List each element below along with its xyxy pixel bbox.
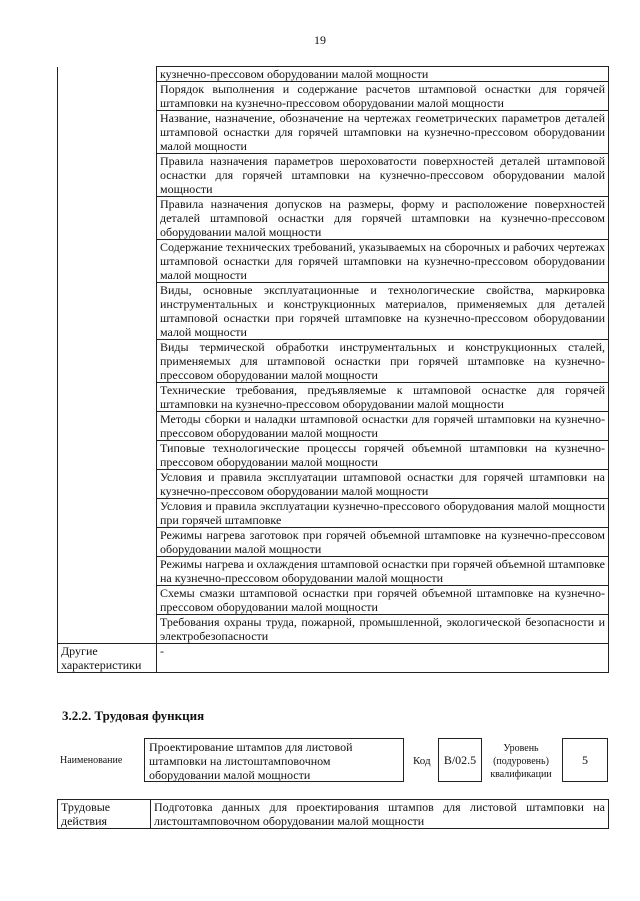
row-label-cell bbox=[58, 111, 157, 154]
knowledge-item: Режимы нагрева и охлаждения штамповой оснастки при горячей объемной штамповке на кузнечно-прессовом оборудовании малой мощности bbox=[157, 557, 609, 586]
knowledge-item: Условия и правила эксплуатации штамповой оснастки для горячей штамповки на кузнечно-прессовом оборудовании малой мощности bbox=[157, 470, 609, 499]
labor-actions-table bbox=[57, 799, 609, 829]
knowledge-item: Виды термической обработки инструментальных и конструкционных сталей, применяемых для штамповой оснастки при горячей штамповке на кузнечно-прессовом оборудовании малой мощности bbox=[157, 340, 609, 383]
knowledge-row bbox=[58, 111, 609, 154]
knowledge-row bbox=[58, 499, 609, 528]
row-label-cell bbox=[58, 154, 157, 197]
knowledge-item: Типовые технологические процессы горячей объемной штамповки на кузнечно-прессовом оборудовании малой мощности bbox=[157, 441, 609, 470]
knowledge-item: Название, назначение, обозначение на чертежах геометрических параметров деталей штамповой оснастки для горячей штамповки на кузнечно-прессовом оборудовании малой мощности bbox=[157, 111, 609, 154]
knowledge-item: Режимы нагрева заготовок при горячей объемной штамповке на кузнечно-прессовом оборудовании малой мощности bbox=[157, 528, 609, 557]
other-characteristics-value: - bbox=[157, 644, 609, 673]
section-heading: 3.2.2. Трудовая функция bbox=[62, 708, 205, 723]
knowledge-row bbox=[58, 340, 609, 383]
knowledge-row bbox=[58, 615, 609, 644]
row-label-cell bbox=[58, 528, 157, 557]
row-label-cell bbox=[58, 499, 157, 528]
row-label-cell bbox=[58, 470, 157, 499]
knowledge-row bbox=[58, 586, 609, 615]
knowledge-item: Правила назначения параметров шероховатости поверхностей деталей штамповой оснастки для горячей штамповки на кузнечно-прессовом оборудовании малой мощности bbox=[157, 154, 609, 197]
knowledge-item: Методы сборки и наладки штамповой оснастки для горячей штамповки на кузнечно-прессовом оборудовании малой мощности bbox=[157, 412, 609, 441]
other-characteristics-row bbox=[58, 644, 609, 673]
row-label-cell bbox=[58, 615, 157, 644]
labor-actions-value: Подготовка данных для проектирования штампов для листовой штамповки на листоштамповочном оборудовании малой мощности bbox=[151, 800, 609, 829]
knowledge-row bbox=[58, 82, 609, 111]
knowledge-row bbox=[58, 383, 609, 412]
knowledge-row bbox=[58, 240, 609, 283]
knowledge-row bbox=[58, 441, 609, 470]
knowledge-item: Содержание технических требований, указываемых на сборочных и рабочих чертежах штамповой оснастки для горячей штамповки на кузнечно-прессовом оборудовании малой мощности bbox=[157, 240, 609, 283]
knowledge-row bbox=[58, 528, 609, 557]
row-label-cell bbox=[58, 197, 157, 240]
row-label-cell bbox=[58, 586, 157, 615]
level-label: Уровень (подуровень) квалификации bbox=[490, 743, 552, 780]
knowledge-row bbox=[58, 557, 609, 586]
knowledge-row bbox=[58, 470, 609, 499]
name-label: Наименование bbox=[60, 755, 123, 766]
row-label-cell bbox=[58, 412, 157, 441]
page-number: 19 bbox=[314, 33, 326, 47]
row-label-cell bbox=[58, 283, 157, 340]
knowledge-item: Виды, основные эксплуатационные и технологические свойства, маркировка инструментальных и конструкционных материалов, применяемых для деталей штамповой оснастки при горячей штамповке на кузнечно-прессовом оборудовании малой мощности bbox=[157, 283, 609, 340]
knowledge-row bbox=[58, 412, 609, 441]
knowledge-row bbox=[58, 283, 609, 340]
knowledge-item: Условия и правила эксплуатации кузнечно-прессового оборудования малой мощности при горячей штамповке bbox=[157, 499, 609, 528]
knowledge-item: Требования охраны труда, пожарной, промышленной, экологической безопасности и электробезопасности bbox=[157, 615, 609, 644]
function-code: B/02.5 bbox=[438, 738, 482, 782]
row-label-cell bbox=[58, 441, 157, 470]
knowledge-item: Схемы смазки штамповой оснастки при горячей объемной штамповке на кузнечно-прессовом оборудовании малой мощности bbox=[157, 586, 609, 615]
knowledge-item: Порядок выполнения и содержание расчетов штамповой оснастки для горячей штамповки на кузнечно-прессовом оборудовании малой мощности bbox=[157, 82, 609, 111]
row-label-cell bbox=[58, 340, 157, 383]
row-label-cell bbox=[58, 67, 157, 82]
knowledge-item: кузнечно-прессовом оборудовании малой мощности bbox=[157, 67, 609, 82]
function-name: Проектирование штампов для листовой штамповки на листоштамповочном оборудовании малой мощности bbox=[144, 738, 404, 782]
other-characteristics-label: Другие характеристики bbox=[58, 644, 157, 673]
row-label-cell bbox=[58, 82, 157, 111]
knowledge-row bbox=[58, 197, 609, 240]
knowledge-table bbox=[57, 66, 609, 673]
code-label: Код bbox=[413, 755, 431, 767]
qualification-level: 5 bbox=[562, 738, 608, 782]
knowledge-row bbox=[58, 67, 609, 82]
labor-actions-row bbox=[58, 800, 609, 829]
knowledge-item: Правила назначения допусков на размеры, форму и расположение поверхностей деталей штамповой оснастки для горячей штамповки на кузнечно-прессовом оборудовании малой мощности bbox=[157, 197, 609, 240]
knowledge-item: Технические требования, предъявляемые к штамповой оснастке для горячей штамповки на кузнечно-прессовом оборудовании малой мощности bbox=[157, 383, 609, 412]
row-label-cell bbox=[58, 557, 157, 586]
labor-actions-label: Трудовые действия bbox=[58, 800, 151, 829]
row-label-cell bbox=[58, 240, 157, 283]
row-label-cell bbox=[58, 383, 157, 412]
knowledge-row bbox=[58, 154, 609, 197]
